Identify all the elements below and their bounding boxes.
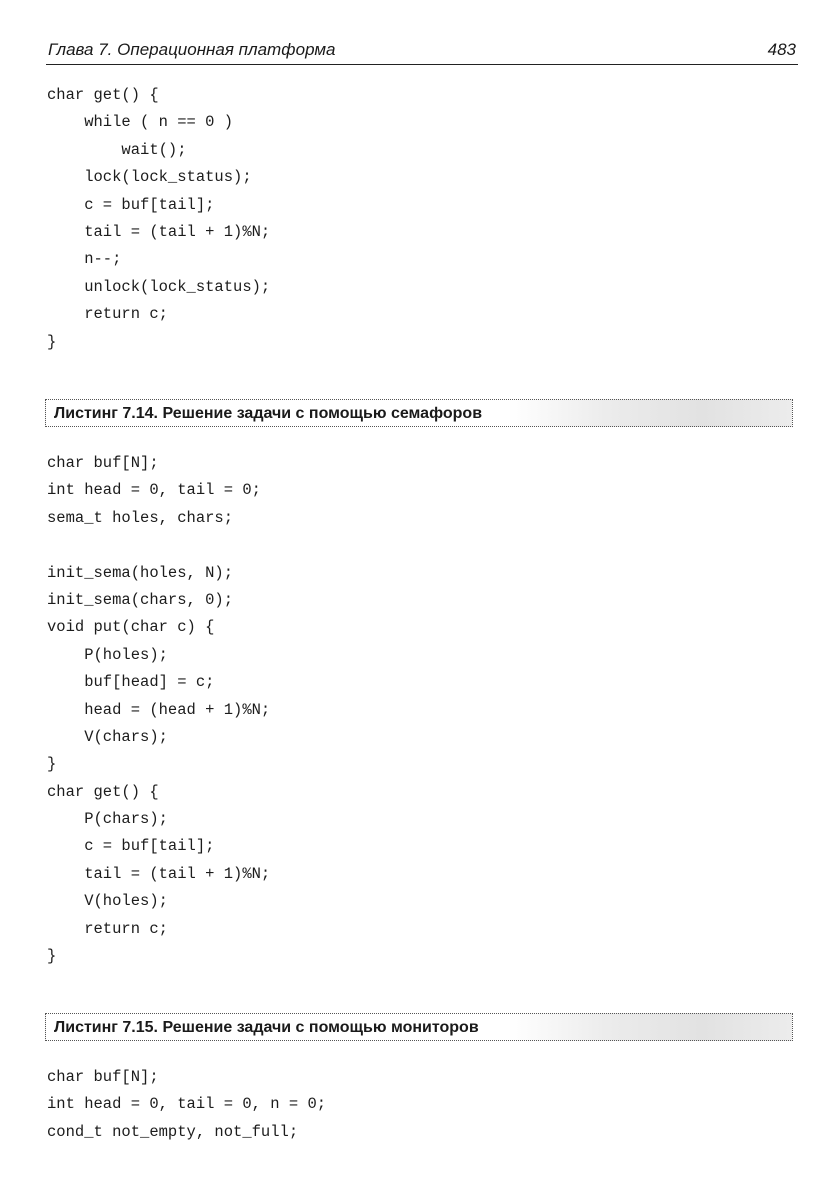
code-line: char buf[N]; <box>47 454 159 472</box>
page-number: 483 <box>767 40 796 59</box>
code-line: tail = (tail + 1)%N; <box>47 864 271 883</box>
code-line: } <box>47 332 57 351</box>
code-line: head = (head + 1)%N; <box>47 700 271 719</box>
code-line: void put(char c) { <box>47 618 215 637</box>
code-line: wait(); <box>47 140 187 159</box>
code-line: init_sema(chars, 0); <box>47 590 234 609</box>
code-line: return c; <box>47 305 168 324</box>
listing-7-14-title: Листинг 7.14. Решение задачи с помощью семафоров <box>45 399 793 427</box>
code-line: } <box>47 947 57 966</box>
code-line: int head = 0, tail = 0, n = 0; <box>47 1095 327 1114</box>
code-line: } <box>47 755 57 774</box>
listing-7-15-title: Листинг 7.15. Решение задачи с помощью мониторов <box>45 1013 793 1041</box>
code-line: char get() { <box>47 782 159 801</box>
code-line: buf[head] = c; <box>47 673 215 692</box>
code-line: char get() { <box>47 86 159 104</box>
code-line: P(holes); <box>47 645 168 664</box>
code-block-semaphore-listing <box>47 450 270 970</box>
code-line: init_sema(holes, N); <box>47 563 234 582</box>
code-block-monitor-listing <box>47 1064 326 1146</box>
page-header <box>46 38 798 65</box>
code-line: V(chars); <box>47 727 168 746</box>
code-line: cond_t not_empty, not_full; <box>47 1122 299 1141</box>
code-block-get-function <box>47 82 270 356</box>
code-line: return c; <box>47 919 168 938</box>
code-line: P(chars); <box>47 810 168 829</box>
chapter-title: Глава 7. Операционная платформа <box>48 40 336 59</box>
code-line: n--; <box>47 250 122 269</box>
code-line: lock(lock_status); <box>47 168 252 187</box>
code-line: sema_t holes, chars; <box>47 508 234 527</box>
code-line <box>47 532 270 559</box>
code-line: int head = 0, tail = 0; <box>47 481 261 500</box>
code-line: while ( n == 0 ) <box>47 113 234 132</box>
code-line: unlock(lock_status); <box>47 277 271 296</box>
code-line: V(holes); <box>47 892 168 911</box>
code-line: tail = (tail + 1)%N; <box>47 222 271 241</box>
code-line: c = buf[tail]; <box>47 837 215 856</box>
code-line: char buf[N]; <box>47 1068 159 1086</box>
code-line: c = buf[tail]; <box>47 195 215 214</box>
